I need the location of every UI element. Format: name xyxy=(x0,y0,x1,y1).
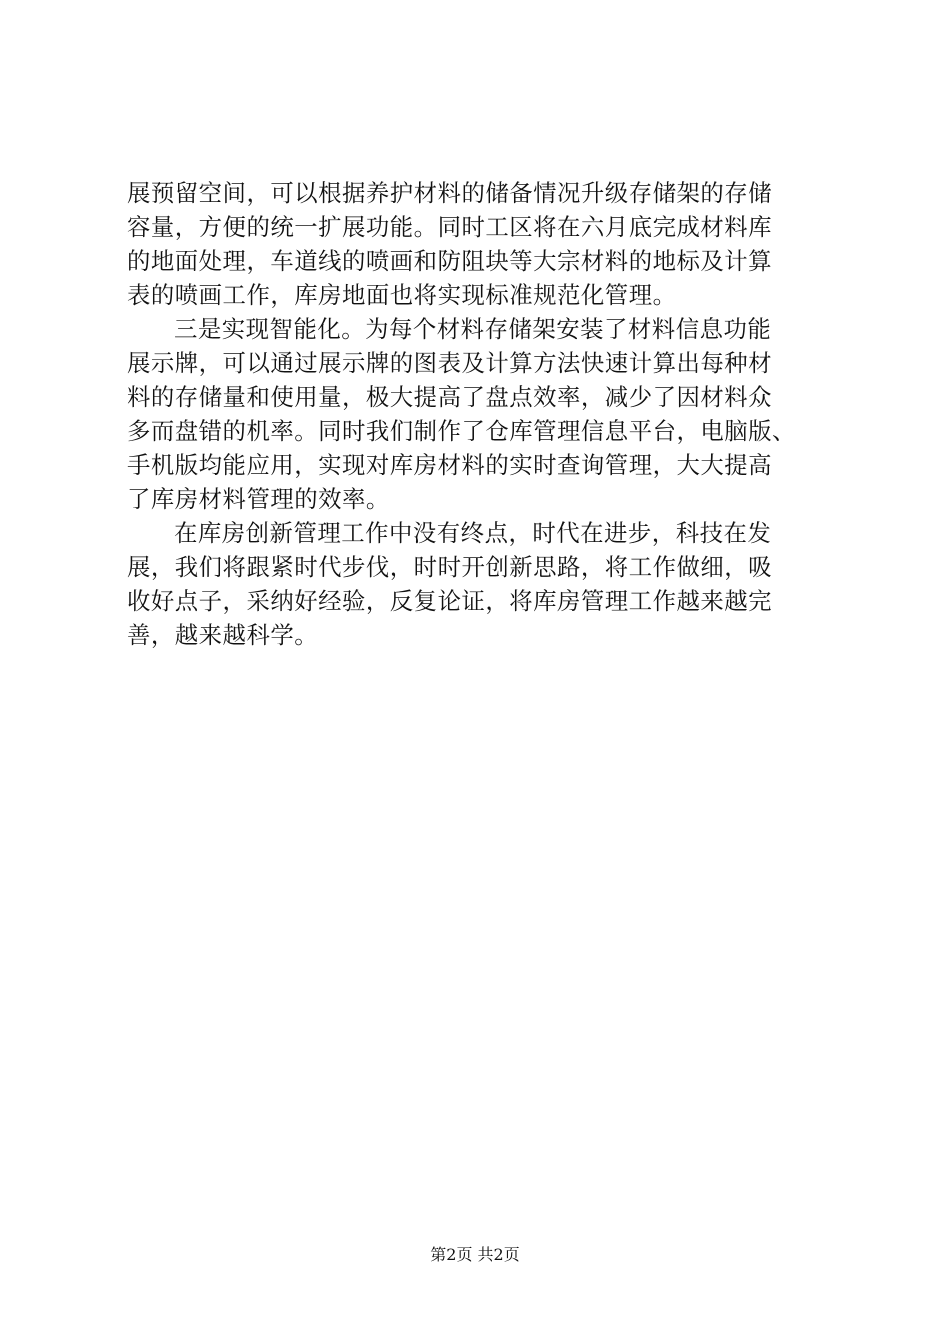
text-line: 的地面处理，车道线的喷画和防阻块等大宗材料的地标及计算 xyxy=(127,247,773,275)
text-line: 展预留空间，可以根据养护材料的储备情况升级存储架的存储 xyxy=(127,179,773,207)
text-line: 表的喷画工作，库房地面也将实现标准规范化管理。 xyxy=(127,281,677,309)
text-line: 容量，方便的统一扩展功能。同时工区将在六月底完成材料库 xyxy=(127,213,773,241)
page-number-footer: 第2页 共2页 xyxy=(430,1245,520,1264)
text-line: 料的存储量和使用量，极大提高了盘点效率，减少了因材料众 xyxy=(127,383,773,411)
paragraph-first-line: 在库房创新管理工作中没有终点，时代在进步，科技在发 xyxy=(174,519,772,547)
text-line: 展示牌，可以通过展示牌的图表及计算方法快速计算出每种材 xyxy=(127,349,773,377)
text-line: 善，越来越科学。 xyxy=(127,621,319,649)
paragraph-first-line: 三是实现智能化。为每个材料存储架安装了材料信息功能 xyxy=(174,315,772,343)
document-body xyxy=(127,176,837,652)
text-line: 了库房材料管理的效率。 xyxy=(127,485,390,513)
text-line: 手机版均能应用，实现对库房材料的实时查询管理，大大提高 xyxy=(127,451,773,479)
text-line: 多而盘错的机率。同时我们制作了仓库管理信息平台，电脑版、 xyxy=(127,417,796,445)
text-line: 展，我们将跟紧时代步伐，时时开创新思路，将工作做细，吸 xyxy=(127,553,773,581)
text-line: 收好点子，采纳好经验，反复论证，将库房管理工作越来越完 xyxy=(127,587,773,615)
